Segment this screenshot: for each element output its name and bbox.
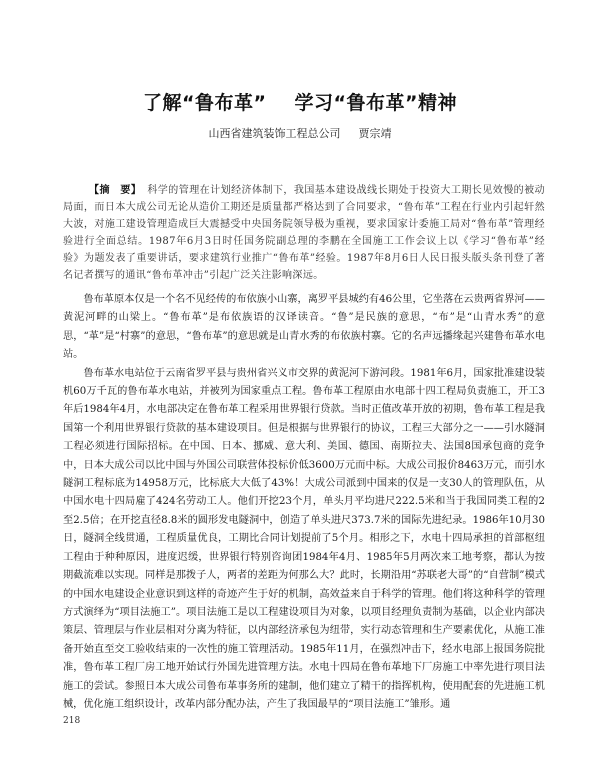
author-organization: 山西省建筑装饰工程总公司 — [208, 127, 341, 140]
article-title — [0, 88, 600, 115]
page-number: 218 — [63, 716, 81, 726]
article-title-part-1: 了解“鲁布革” — [143, 92, 267, 114]
abstract-text: 科学的管理在计划经济体制下，我国基本建设战线长期处于投资大工期长见效慢的被动局面，而日本大成公司无论从造价工期还是质量都严格达到了合同要求，“鲁布革”工程在行业内引起轩然大波，对施工建设管理造成巨大震撼受中央国务院领导极为重视，要求国家计委施工局对“鲁布革”管理经验进行全面总结。1987年6月3日时任国务院副总理的李鹏在全国施工工作会议上以《学习“鲁布革”经验》为题发表了重要讲话，要求建筑行业推广“鲁布革”经验。1987年8月6日人民日报头版头条刊登了著名记者撰写的通讯“鲁布革冲击”引起广泛关注影响深远。 — [63, 185, 546, 281]
author-name: 贾宗靖 — [358, 127, 392, 140]
article-title-part-2: 学习“鲁布革”精神 — [294, 92, 457, 114]
author-byline — [0, 125, 600, 141]
body-paragraph: 鲁布革原本仅是一个名不见经传的布依族小山寨，离罗平县城约有46公里，它坐落在云贵两省界河——黄泥河畔的山梁上。“鲁布革”是布依族语的汉译读音。“鲁”是民族的意思，“布”是“山青水秀”的意思，“革”是“村寨”的意思，“鲁布革”的意思就是山青水秀的布依族村寨。它的名声远播缘起兴建鲁布革水电站。 — [63, 294, 545, 361]
body-paragraph: 鲁布革水电站位于云南省罗平县与贵州省兴义市交界的黄泥河下游河段。1981年6月，国家批准建设装机60万千瓦的鲁布革水电站，并被列为国家重点工程。鲁布革工程原由水电部十四工程局负责施工，开工3年后1984年4月，水电部决定在鲁布革工程采用世界银行贷款。当时正值改革开放的初期，鲁布革工程是我国第一个利用世界银行贷款的基本建设项目。但是根据与世界银行的协议，工程三大部分之一——引水隧洞工程必须进行国际招标。在中国、日本、挪威、意大利、美国、德国、南斯拉夫、法国8国承包商的竞争中，日本大成公司以比中国与外国公司联营体投标价低3600万元而中标。大成公司报价8463万元，而引水隧洞工程标底为14958万元，比标底大大低了43%！大成公司派到中国来的仅是一支30人的管理队伍，从中国水电十四局雇了424名劳动工人。他们开挖23个月，单头月平均进尺222.5米和当于我国同类工程的2至2.5倍；在开挖直径8.8米的圆形发电隧洞中，创造了单头进尺373.7米的国际先进纪录。1986年10月30日，隧洞全线贯通，工程质量优良，工期比合同计划提前了5个月。相形之下，水电十四局承担的首部枢纽工程由于种种原因，进度迟缓，世界银行特别咨询团1984年4月、1985年5月两次来工地考察，都认为按期截流难以实现。同样是那拨子人，两者的差距为何那么大？此时，长期沿用“苏联老大哥”的“自营制”模式的中国水电建设企业意识到这样的奇迹产生于好的机制，高效益来自于科学的管理。他们将这种科学的管理方式演绎为“项目法施工”。项目法施工是以工程建设项目为对象，以项目经理负责制为基础，以企业内部决策层、管理层与作业层相对分离为特征，以内部经济承包为纽带，实行动态管理和生产要素优化，从施工准备开始直至交工验收结束的一次性的施工管理活动。1985年11月，在强烈冲击下，经水电部上报国务院批准，鲁布革工程厂房工地开始试行外国先进管理方法。水电十四局在鲁布革地下厂房施工中率先进行项目法施工的尝试。参照日本大成公司鲁布革事务所的建制，他们建立了精干的指挥机构，使用配套的先进施工机械，优化施工组织设计，改革内部分配办法，产生了我国最早的“项目法施工”雏形。通 — [63, 367, 545, 710]
article-body — [63, 291, 545, 714]
abstract-section — [63, 182, 545, 284]
abstract-label: 【摘 要】 — [89, 185, 142, 196]
